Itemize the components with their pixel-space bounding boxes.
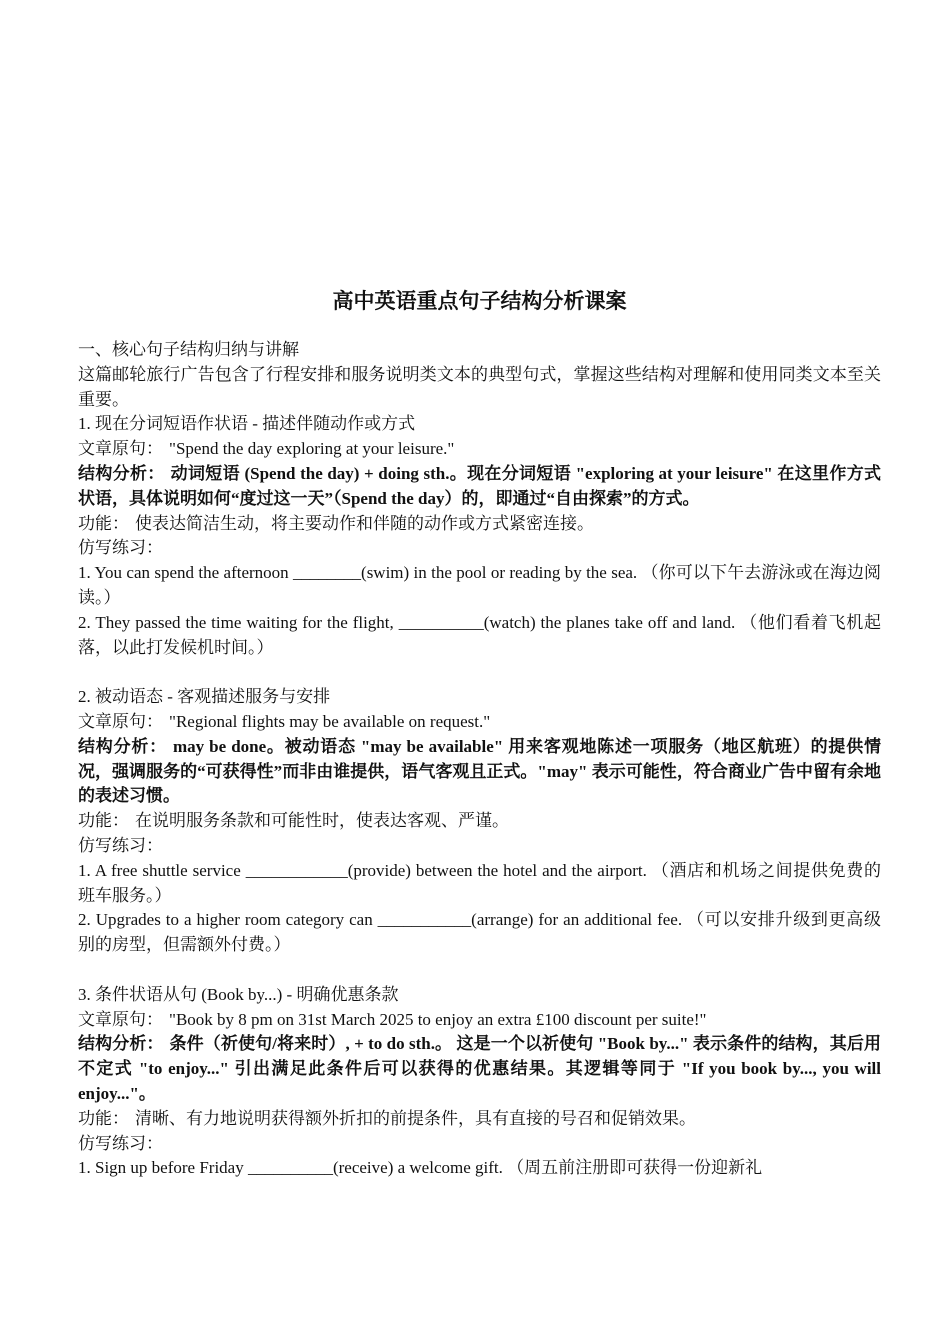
practice-label: 仿写练习： bbox=[78, 1133, 163, 1153]
original-text: "Regional flights may be available on request." bbox=[169, 711, 491, 731]
original-label: 文章原句： bbox=[78, 1009, 163, 1029]
practice-exercise: 1. You can spend the afternoon ________(swim) in the pool or reading by the sea. （你可以下午去游泳或在海边阅读。） bbox=[78, 563, 881, 607]
practice-exercise: 1. A free shuttle service ____________(provide) between the hotel and the airport. （酒店和机场之间提供免费的班车服务。） bbox=[78, 860, 881, 905]
item-heading: 3. 条件状语从句 (Book by...) - 明确优惠条款 bbox=[78, 984, 399, 1004]
analysis-text: may be done。被动语态 "may be available" 用来客观地陈述一项服务（地区航班）的提供情况，强调服务的“可获得性”而非由谁提供，语气客观且正式。"may" 表示可能性，符合商业广告中留有余地的表述习惯。 bbox=[78, 736, 882, 806]
intro-paragraph: 这篇邮轮旅行广告包含了行程安排和服务说明类文本的典型句式，掌握这些结构对理解和使用同类文本至关重要。 bbox=[78, 364, 881, 409]
structure-analysis bbox=[78, 1032, 881, 1106]
function-label: 功能： bbox=[78, 1108, 129, 1128]
practice-label: 仿写练习： bbox=[78, 835, 163, 855]
function-line bbox=[78, 1107, 881, 1132]
original-sentence bbox=[78, 437, 881, 462]
function-text: 使表达简洁生动，将主要动作和伴随的动作或方式紧密连接。 bbox=[135, 513, 594, 533]
function-line bbox=[78, 512, 881, 537]
practice-exercise: 2. Upgrades to a higher room category can ___________(arrange) for an additional fee. （可以安排升级到更高级别的房型，但需额外付费。） bbox=[78, 910, 881, 955]
function-label: 功能： bbox=[78, 811, 129, 831]
structure-analysis bbox=[78, 462, 881, 512]
item-heading: 2. 被动语态 - 客观描述服务与安排 bbox=[78, 687, 331, 707]
analysis-text: 动词短语 (Spend the day) + doing sth.。现在分词短语 "exploring at your leisure" 在这里作方式状语，具体说明如何“度过这一天”（Spend the day）的，即通过“自由探索”的方式。 bbox=[78, 463, 882, 508]
structure-item-2 bbox=[78, 685, 881, 958]
function-text: 在说明服务条款和可能性时，使表达客观、严谨。 bbox=[135, 811, 509, 831]
practice-exercise: 2. They passed the time waiting for the flight, __________(watch) the planes take off and land. （他们看着飞机起落，以此打发候机时间。） bbox=[78, 612, 881, 657]
function-label: 功能： bbox=[78, 513, 129, 533]
function-text: 清晰、有力地说明获得额外折扣的前提条件，具有直接的号召和促销效果。 bbox=[135, 1108, 696, 1128]
analysis-text: 条件（祈使句/将来时）, + to do sth.。 这是一个以祈使句 "Book by..." 表示条件的结构，其后用不定式 "to enjoy..." 引出满足此条件后可以获得的优惠结果。其逻辑等同于 "If you book by..., you will enjoy..."。 bbox=[78, 1034, 881, 1103]
original-sentence bbox=[78, 710, 881, 735]
practice-label: 仿写练习： bbox=[78, 538, 163, 558]
structure-analysis bbox=[78, 735, 881, 809]
document-body bbox=[78, 286, 881, 1181]
analysis-label: 结构分析： bbox=[78, 463, 165, 483]
item-heading: 1. 现在分词短语作状语 - 描述伴随动作或方式 bbox=[78, 414, 416, 434]
practice-exercise: 1. Sign up before Friday __________(receive) a welcome gift. （周五前注册即可获得一份迎新礼 bbox=[78, 1158, 763, 1178]
original-sentence bbox=[78, 1008, 881, 1033]
original-label: 文章原句： bbox=[78, 711, 163, 731]
original-text: "Book by 8 pm on 31st March 2025 to enjoy an extra £100 discount per suite!" bbox=[169, 1009, 707, 1029]
analysis-label: 结构分析： bbox=[78, 1034, 164, 1054]
analysis-label: 结构分析： bbox=[78, 736, 167, 756]
page-title: 高中英语重点句子结构分析课案 bbox=[332, 289, 627, 313]
section-heading: 一、核心句子结构归纳与讲解 bbox=[78, 340, 299, 359]
spacer bbox=[78, 958, 881, 983]
structure-item-3 bbox=[78, 983, 881, 1181]
structure-item-1 bbox=[78, 412, 881, 660]
original-label: 文章原句： bbox=[78, 439, 163, 459]
function-line bbox=[78, 809, 881, 834]
spacer bbox=[78, 660, 881, 685]
original-text: "Spend the day exploring at your leisure." bbox=[169, 439, 455, 459]
